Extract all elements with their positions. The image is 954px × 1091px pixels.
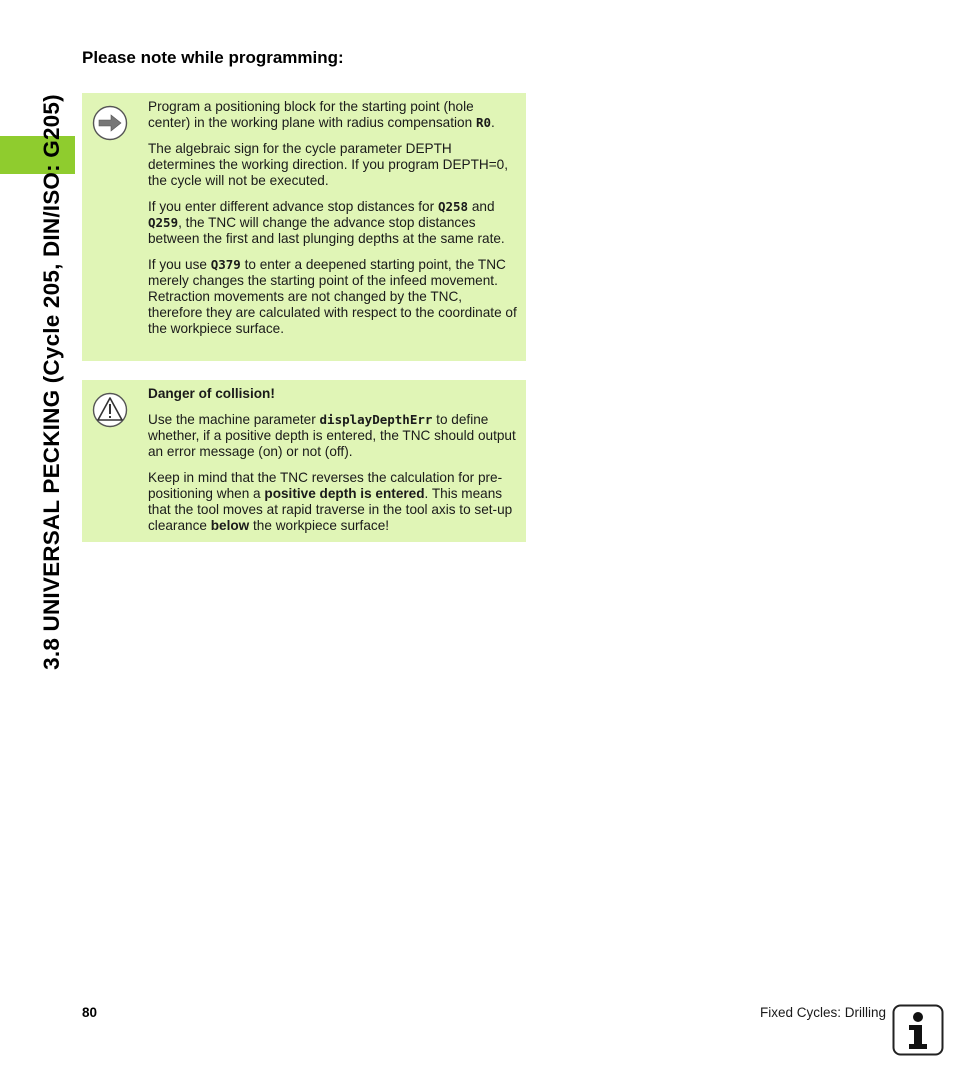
warning-paragraph <box>148 470 518 534</box>
info-icon <box>892 1004 944 1056</box>
note-box <box>82 93 526 361</box>
bold-text: positive depth is entered <box>264 486 425 501</box>
text-segment: Keep in mind that the TNC reverses the calculation for pre-positioning when a <box>148 470 503 501</box>
warning-triangle-icon <box>92 392 128 428</box>
text-segment: Use the machine parameter <box>148 412 320 427</box>
code-token: Q259 <box>148 215 179 230</box>
code-token: Q379 <box>210 257 241 272</box>
note-paragraph <box>148 199 518 247</box>
text-segment: , the TNC will change the advance stop distances between the first and last plunging depths at the same rate. <box>148 215 505 246</box>
text-segment: and <box>468 199 495 214</box>
note-content <box>148 99 518 347</box>
text-segment: Program a positioning block for the starting point (hole center) in the working plane with radius compensation <box>148 99 476 130</box>
text-segment: The algebraic sign for the cycle parameter DEPTH determines the working direction. If you program DEPTH=0, the cycle will not be executed. <box>148 141 509 188</box>
page-number: 80 <box>82 1005 98 1020</box>
text-segment: to enter a deepened starting point, the TNC merely changes the starting point of the infeed movement. Retraction movements are not changed by the TNC, therefore they are calculated with respect to the coordinate of the workpiece surface. <box>148 257 517 336</box>
text-segment: If you enter different advance stop distances for <box>148 199 438 214</box>
warning-title: Danger of collision! <box>148 386 275 401</box>
arrow-right-icon <box>92 105 128 141</box>
code-token: Q258 <box>437 199 469 214</box>
footer-chapter-title: Fixed Cycles: Drilling <box>759 1005 886 1020</box>
note-paragraph <box>148 141 518 189</box>
section-heading: Please note while programming: <box>82 48 344 67</box>
warning-paragraph <box>148 412 518 460</box>
note-paragraph <box>148 99 518 131</box>
text-segment: to define whether, if a positive depth is entered, the TNC should output an error message (on) or not (off). <box>148 412 516 459</box>
section-side-title: 3.8 UNIVERSAL PECKING (Cycle 205, DIN/ISO: G205) <box>39 94 64 670</box>
text-segment: the workpiece surface! <box>249 518 390 533</box>
text-segment: . This means that the tool moves at rapid traverse in the tool axis to set-up clearance <box>148 486 513 533</box>
code-token: R0 <box>475 115 491 130</box>
code-token: displayDepthErr <box>319 412 433 427</box>
note-paragraph <box>148 257 518 337</box>
warning-content <box>148 386 518 544</box>
bold-text: below <box>210 518 250 533</box>
text-segment: If you use <box>148 257 211 272</box>
warning-box <box>82 380 526 542</box>
text-segment: . <box>491 115 495 130</box>
